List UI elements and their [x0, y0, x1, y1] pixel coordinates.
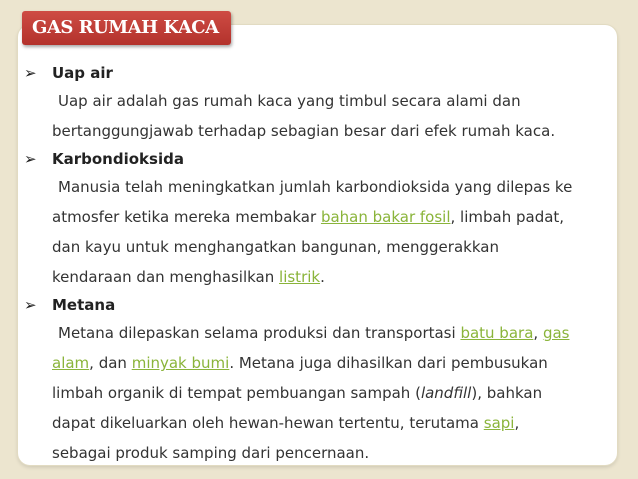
- heading-karbondioksida: Karbondioksida: [52, 150, 184, 168]
- text-span: , limbah padat,: [450, 208, 565, 226]
- arrow-bullet-icon: ➢: [24, 64, 37, 82]
- bullet-metana: [24, 292, 624, 318]
- text-line: [52, 318, 624, 348]
- link-sapi[interactable]: sapi: [483, 414, 515, 432]
- text-span: ,: [533, 324, 543, 342]
- heading-uap-air: Uap air: [52, 64, 113, 82]
- bullet-uap-air: [24, 60, 624, 86]
- slide-content: [24, 60, 624, 468]
- bullet-karbondioksida: [24, 146, 624, 172]
- slide-title: GAS RUMAH KACA: [22, 11, 231, 45]
- paragraph-karbondioksida: [24, 172, 624, 292]
- text-line: [52, 202, 624, 232]
- text-line: Uap air adalah gas rumah kaca yang timbul secara alami dan: [58, 92, 521, 110]
- text-line: [52, 262, 624, 292]
- italic-landfill: landfill: [420, 384, 472, 402]
- text-line: [52, 378, 624, 408]
- text-line: Manusia telah meningkatkan jumlah karbondioksida yang dilepas ke: [58, 178, 573, 196]
- text-line: [52, 348, 624, 378]
- arrow-bullet-icon: ➢: [24, 296, 37, 314]
- text-span: limbah organik di tempat pembuangan sampah (: [52, 384, 421, 402]
- text-line: sebagai produk samping dari pencernaan.: [52, 444, 370, 462]
- text-span: dapat dikeluarkan oleh hewan-hewan tertentu, terutama: [52, 414, 484, 432]
- text-span: . Metana juga dihasilkan dari pembusukan: [229, 354, 548, 372]
- arrow-bullet-icon: ➢: [24, 150, 37, 168]
- text-line: bertanggungjawab terhadap sebagian besar dari efek rumah kaca.: [52, 122, 556, 140]
- text-span: .: [320, 268, 325, 286]
- text-line: [52, 408, 624, 438]
- paragraph-uap-air: [24, 86, 624, 146]
- text-span: ,: [514, 414, 520, 432]
- link-listrik[interactable]: listrik: [279, 268, 321, 286]
- text-span: kendaraan dan menghasilkan: [52, 268, 280, 286]
- link-gas-alam[interactable]: gas: [542, 324, 570, 342]
- text-line: dan kayu untuk menghangatkan bangunan, menggerakkan: [52, 238, 499, 256]
- heading-metana: Metana: [52, 296, 116, 314]
- text-span: Metana dilepaskan selama produksi dan transportasi: [58, 324, 461, 342]
- link-batu-bara[interactable]: batu bara: [460, 324, 534, 342]
- link-gas-alam-cont[interactable]: alam: [52, 354, 90, 372]
- text-span: , dan: [89, 354, 132, 372]
- link-minyak-bumi[interactable]: minyak bumi: [131, 354, 230, 372]
- link-bahan-bakar-fosil[interactable]: bahan bakar fosil: [320, 208, 451, 226]
- paragraph-metana: [24, 318, 624, 468]
- text-span: atmosfer ketika mereka membakar: [52, 208, 321, 226]
- text-span: ), bahkan: [471, 384, 543, 402]
